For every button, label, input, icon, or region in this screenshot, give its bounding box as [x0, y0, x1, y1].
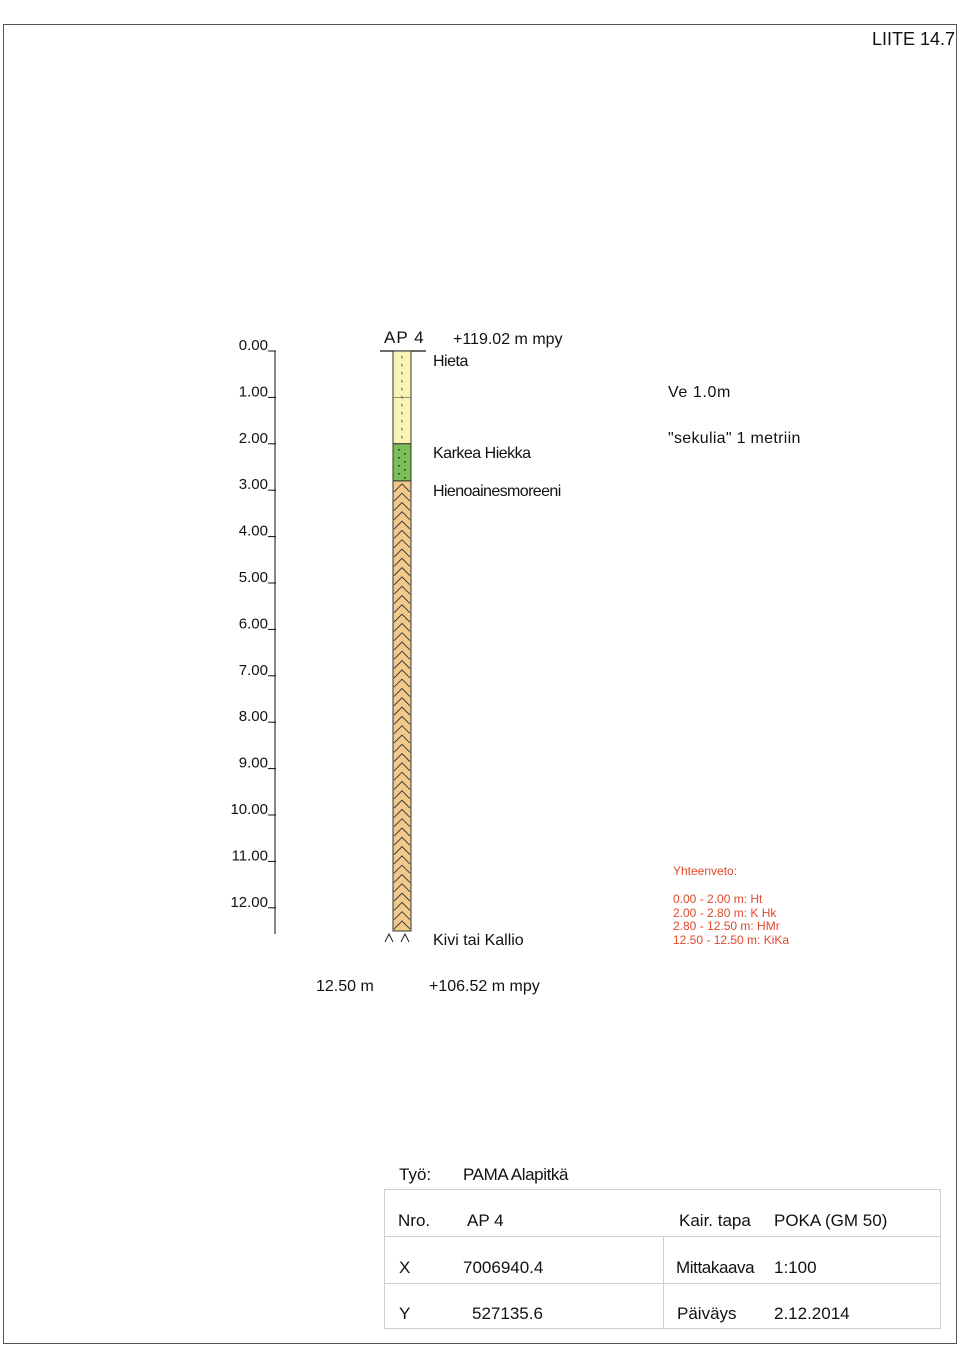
- depth-tick-label: 1.00: [238, 383, 268, 401]
- summary-line: 12.50 - 12.50 m: KiKa: [673, 932, 790, 947]
- depth-tick-label: 3.00: [238, 476, 268, 494]
- title-block-divider: [663, 1236, 664, 1328]
- depth-tick-label: 2.00: [238, 429, 268, 447]
- method-label: Kair. tapa: [679, 1211, 751, 1230]
- note-ve: Ve 1.0m: [668, 384, 731, 401]
- soil-column: [380, 351, 426, 942]
- layer-label-karkea-hiekka: Karkea Hiekka: [433, 445, 531, 462]
- pattern-mark: [404, 469, 406, 471]
- depth-tick-label: 11.00: [231, 847, 268, 865]
- depth-tick-label: 4.00: [238, 522, 268, 540]
- date-label: Päiväys: [677, 1304, 737, 1323]
- pattern-mark: [404, 461, 406, 463]
- pattern-mark: [398, 449, 400, 451]
- note-sekulia: "sekulia" 1 metriin: [668, 430, 801, 447]
- summary-line: 2.80 - 12.50 m: HMr: [673, 919, 780, 933]
- depth-tick-label: 0.00: [238, 337, 268, 354]
- scale-value: 1:100: [774, 1258, 817, 1277]
- pattern-mark: [398, 473, 400, 475]
- bedrock-mark: [385, 934, 393, 942]
- method-value: POKA (GM 50): [774, 1211, 888, 1230]
- date-value: 2.12.2014: [774, 1304, 850, 1323]
- scale-label: Mittakaava: [676, 1258, 755, 1277]
- y-value: 527135.6: [472, 1304, 543, 1323]
- depth-tick-label: 9.00: [238, 754, 268, 772]
- x-label: X: [399, 1258, 411, 1277]
- bedrock-mark: [401, 934, 409, 942]
- bedrock-label: Kivi tai Kallio: [433, 932, 524, 949]
- work-label: Työ:: [399, 1165, 432, 1184]
- depth-tick-label: 12.00: [230, 893, 268, 911]
- pattern-mark: [398, 457, 400, 459]
- x-value: 7006940.4: [463, 1258, 544, 1277]
- top-elevation: +119.02 m mpy: [453, 331, 563, 348]
- summary-line: 0.00 - 2.00 m: Ht: [673, 892, 763, 906]
- summary-line: 2.00 - 2.80 m: K Hk: [673, 905, 777, 920]
- pattern-mark: [404, 477, 406, 479]
- work-value: PAMA Alapitkä: [463, 1165, 569, 1184]
- depth-tick-label: 7.00: [238, 661, 268, 679]
- depth-tick-label: 10.00: [230, 801, 268, 818]
- pattern-mark: [398, 465, 400, 467]
- soil-layer: [393, 444, 411, 481]
- depth-tick-label: 8.00: [238, 708, 268, 726]
- layer-label-hieta: Hieta: [433, 353, 468, 370]
- nro-value: AP 4: [467, 1211, 504, 1230]
- summary-title: Yhteenveto:: [673, 864, 738, 878]
- bottom-depth: 12.50 m: [316, 978, 374, 995]
- depth-tick-label: 5.00: [238, 569, 268, 586]
- nro-label: Nro.: [398, 1211, 431, 1230]
- boring-id: AP 4: [384, 328, 425, 347]
- pattern-mark: [404, 453, 406, 455]
- depth-tick-label: 6.00: [238, 615, 268, 633]
- appendix-label: LIITE 14.7: [871, 29, 955, 49]
- bottom-elevation: +106.52 m mpy: [429, 978, 540, 995]
- y-label: Y: [399, 1304, 411, 1323]
- layer-label-hienoainesmoreeni: Hienoainesmoreeni: [433, 483, 561, 500]
- depth-axis: [230, 337, 276, 934]
